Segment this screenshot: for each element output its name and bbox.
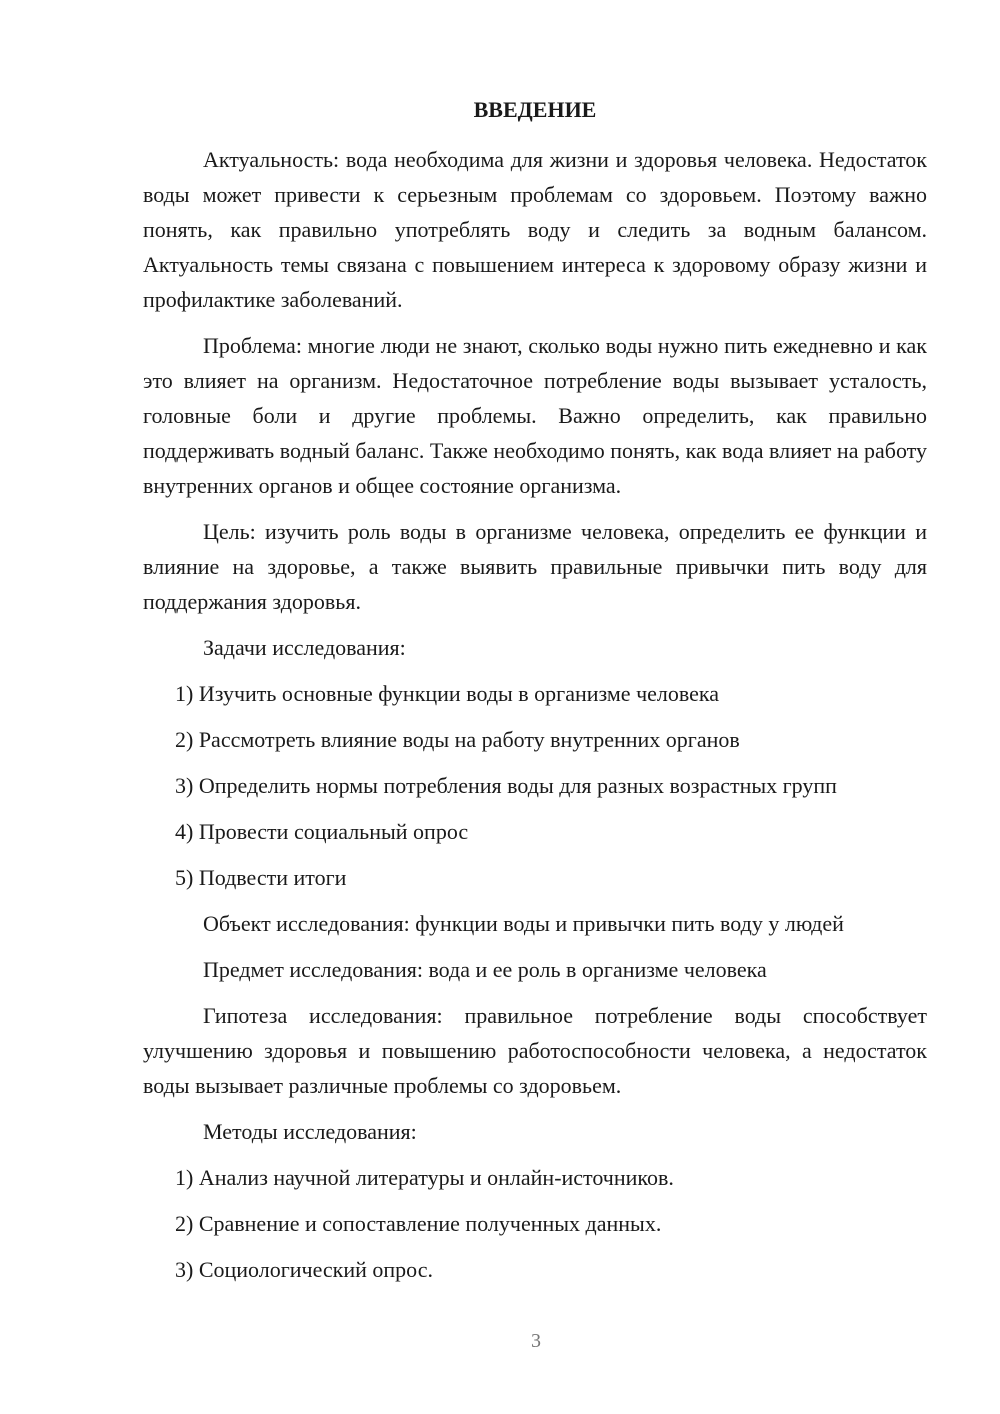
methods-heading: Методы исследования: (203, 1119, 417, 1144)
document-page (143, 92, 927, 1298)
subject-paragraph: Предмет исследования: вода и ее роль в организме человека (203, 957, 767, 982)
method-item: 2) Сравнение и сопоставление полученных данных. (175, 1211, 662, 1236)
task-item: 4) Провести социальный опрос (175, 819, 469, 844)
task-item: 1) Изучить основные функции воды в организме человека (175, 681, 720, 706)
method-item: 1) Анализ научной литературы и онлайн-источников. (175, 1165, 674, 1190)
tasks-heading: Задачи исследования: (203, 635, 406, 660)
task-item: 3) Определить нормы потребления воды для разных возрастных групп (175, 773, 837, 798)
method-item: 3) Социологический опрос. (175, 1257, 433, 1282)
task-item: 2) Рассмотреть влияние воды на работу внутренних органов (175, 727, 740, 752)
task-item: 5) Подвести итоги (175, 865, 347, 890)
problem-paragraph: Проблема: многие люди не знают, сколько воды нужно пить ежедневно и как это влияет на организм. Недостаточное потребление воды вызывает усталость, головные боли и другие проблемы. Важно определить, как правильно поддерживать водный баланс. Также необходимо понять, как вода влияет на работу внутренних органов и общее состояние организма. (143, 333, 927, 498)
hypothesis-paragraph: Гипотеза исследования: правильное потребление воды способствует улучшению здоровья и повышению работоспособности человека, а недостаток воды вызывает различные проблемы со здоровьем. (143, 1003, 927, 1098)
object-paragraph: Объект исследования: функции воды и привычки пить воду у людей (203, 911, 844, 936)
relevance-paragraph: Актуальность: вода необходима для жизни и здоровья человека. Недостаток воды может привести к серьезным проблемам со здоровьем. Поэтому важно понять, как правильно употреблять воду и следить за водным балансом. Актуальность темы связана с повышением интереса к здоровому образу жизни и профилактике заболеваний. (143, 147, 927, 312)
page-number: 3 (531, 1330, 541, 1352)
section-title: ВВЕДЕНИЕ (473, 97, 597, 122)
goal-paragraph: Цель: изучить роль воды в организме человека, определить ее функции и влияние на здоровье, а также выявить правильные привычки пить воду для поддержания здоровья. (143, 519, 927, 614)
